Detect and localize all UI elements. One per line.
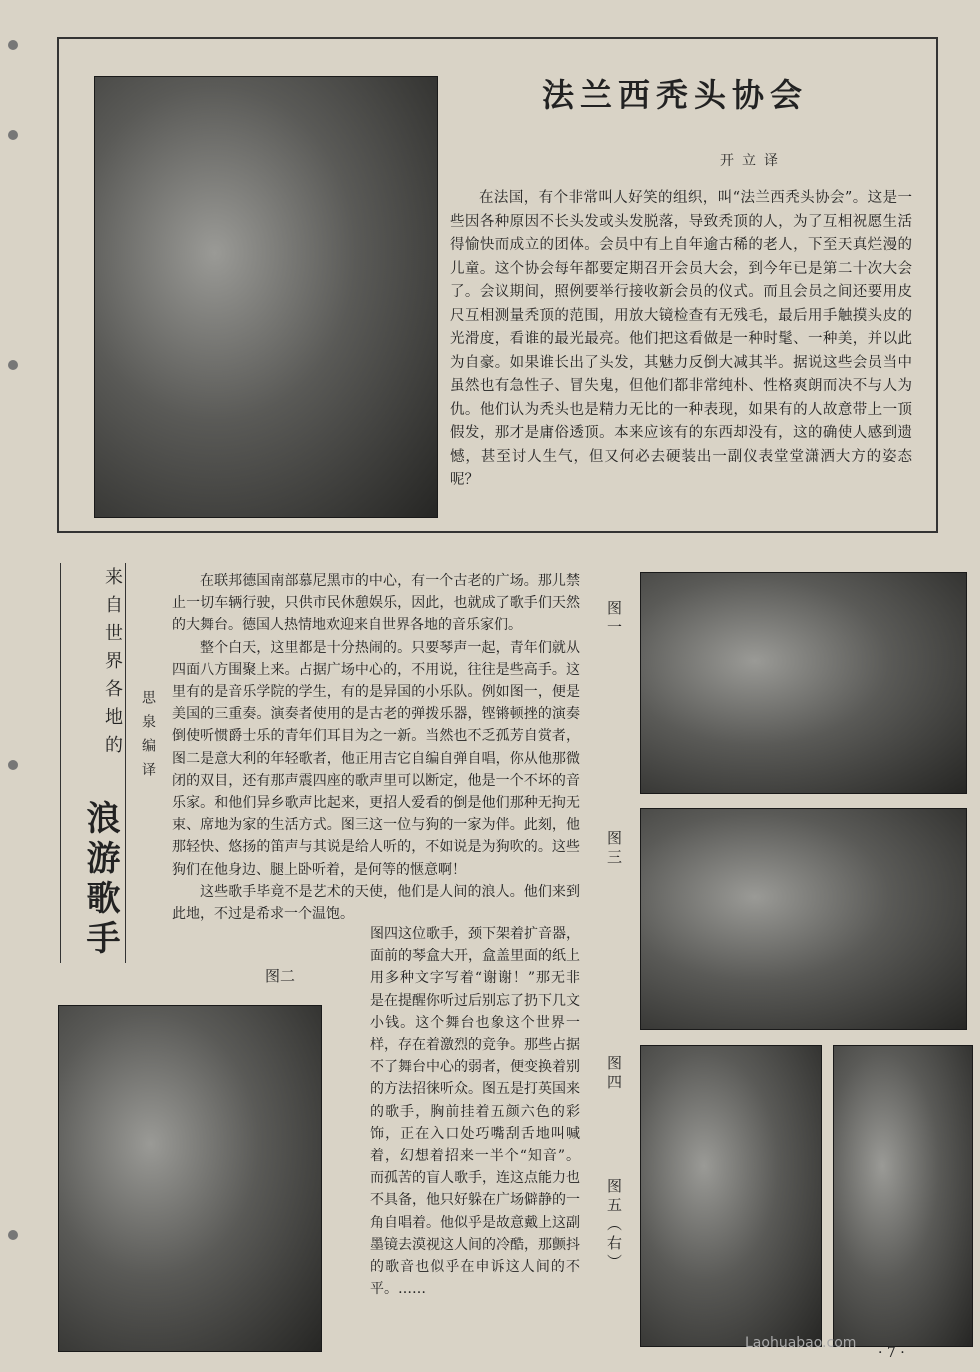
article-body-column: 图四这位歌手，颈下架着扩音器，面前的琴盒大开，盒盖里面的纸上用多种文字写着“谢谢！”那无非是在提醒你听过后别忘了扔下几文小钱。这个舞台也象这个世界一样，存在着激烈的竞争。那些占据不了舞台中心的弱者，便变换着别的方法招徕听众。图五是打英国来的歌手，胸前挂着五颜六色的彩饰，正在入口处巧嘴刮舌地叫喊着，幻想着招来一半个“知音”。而孤苦的盲人歌手，连这点能力也不具备，他只好躲在广场僻静的一角自唱着。他似乎是故意戴上这副墨镜去漠视这人间的冷酷，那颤抖的歌音也似乎在申诉这人间的不平。…… [370,926,580,1298]
binding-hole [8,40,18,50]
photo-fig2-guitar-singer [58,1005,322,1352]
article-body: 在法国，有个非常叫人好笑的组织，叫“法兰西秃头协会”。这是一些因各种原因不长头发或头发脱落，导致秃顶的人，为了互相祝愿生活得愉快而成立的团体。会员中有上自年逾古稀的老人，下至天真烂漫的儿童。这个协会每年都要定期召开会员大会，到今年已是第二十次大会了。会议期间，照例要举行接收新会员的仪式。而且会员之间还要用皮尺互相测量秃顶的范围，用放大镜检查有无残毛，最后用手触摸头皮的光滑度，看谁的最光最亮。他们把这看做是一种时髦、一种美，并以此为自豪。如果谁长出了头发，其魅力反倒大减其半。据说这些会员当中虽然也有急性子、冒失鬼，但他们都非常纯朴、性格爽朗而决不与人为仇。他们认为秃头也是精力无比的一种表现，如果有的人故意带上一顶假发，那才是庸俗透顶。本来应该有的东西却没有，这的确使人感到遗憾，甚至讨人生气，但又何必去硬装出一副仪表堂堂潇洒大方的姿态呢？ [450,190,912,488]
author-credit: 思泉编译 [140,690,156,786]
watermark: Laohuabao.com [745,1335,857,1351]
article-body-main [172,570,580,925]
photo-fig5-singer [833,1045,973,1347]
article-heading: 浪游歌手 [80,800,120,960]
photo-fig3-flute-dogs [640,808,967,1030]
caption-fig1: 图一 [605,600,623,638]
article-heading-box [60,563,126,963]
translator-credit: 开立译 [720,153,786,169]
page-number: · 7 · [878,1345,905,1361]
binding-hole [8,1230,18,1240]
caption-fig4: 图四 [605,1055,623,1093]
binding-hole [8,760,18,770]
bald-association-photo [94,76,438,518]
binding-hole [8,130,18,140]
article-subtitle: 来自世界各地的 [102,567,123,763]
paragraph: 整个白天，这里都是十分热闹的。只要琴声一起，青年们就从四面八方围聚上来。占据广场中心的，不用说，往往是些高手。这里有的是音乐学院的学生，有的是异国的小乐队。例如图一，便是美国的三重奏。演奏者使用的是古老的弹拨乐器，铿锵顿挫的演奏倒使听惯爵士乐的青年们耳目为之一新。当然也不乏孤芳自赏者，图二是意大利的年轻歌者，他正用吉它自编自弹自唱，你从他那微闭的双目，还有那声震四座的歌声里可以断定，他是一个不坏的音乐家。和他们异乡歌声比起来，更招人爱看的倒是他们那种无拘无束、席地为家的生活方式。图三这一位与狗的一家为伴。此刻，他那轻快、悠扬的笛声与其说是给人听的，不如说是为狗吹的。这些狗们在他身边、腿上卧听着，是何等的惬意啊！ [172,639,580,878]
paragraph: 这些歌手毕竟不是艺术的天使，他们是人间的浪人。他们来到此地，不过是希求一个温饱。 [172,883,580,923]
article-title: 法兰西秃头协会 [541,76,808,114]
caption-fig3: 图三 [605,830,623,868]
caption-fig5: 图五（右） [605,1178,623,1273]
caption-fig2: 图二 [265,967,296,985]
photo-fig1-trio [640,572,967,794]
photo-fig4-guitarist [640,1045,822,1347]
paragraph: 在联邦德国南部慕尼黑市的中心，有一个古老的广场。那儿禁止一切车辆行驶，只供市民休憩娱乐，因此，也就成了歌手们天然的大舞台。德国人热情地欢迎来自世界各地的音乐家们。 [172,573,580,634]
binding-hole [8,360,18,370]
